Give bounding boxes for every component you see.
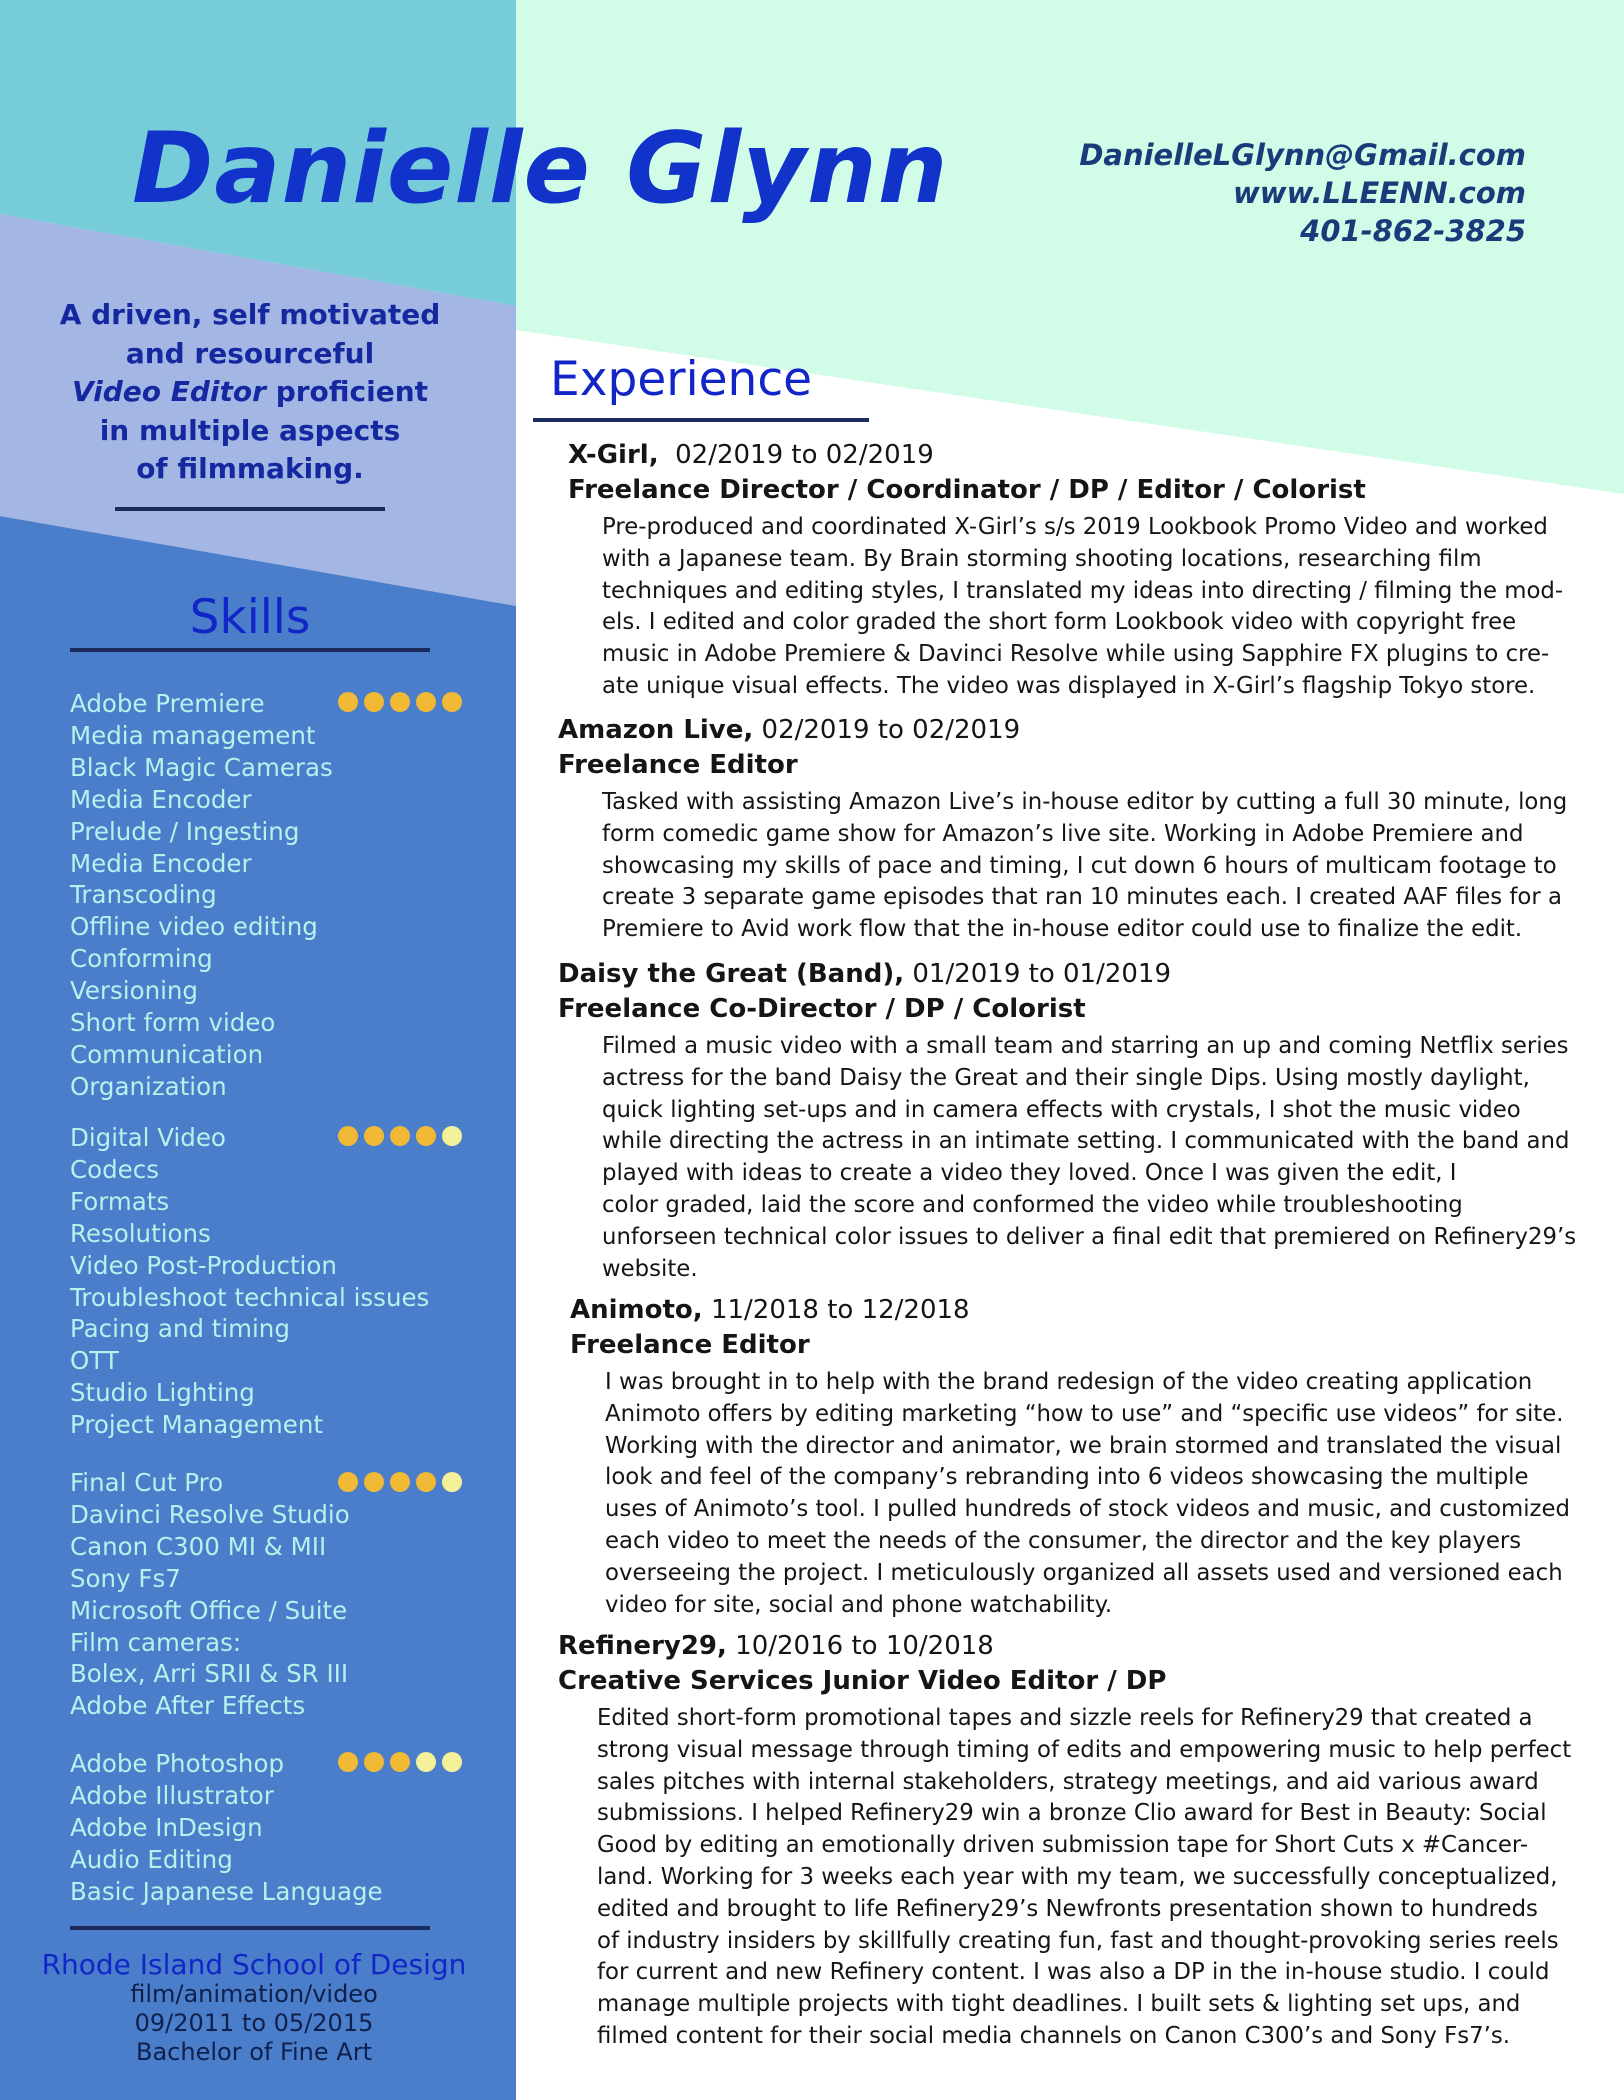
skill-item: Davinci Resolve Studio	[70, 1499, 350, 1529]
job-company: Daisy the Great (Band),	[558, 959, 905, 989]
job-description-line: of industry insiders by skillfully creating fun, fast and thought-provoking series reels	[597, 1927, 1559, 1954]
rating-dot-filled	[364, 1472, 384, 1492]
job-description-line: while directing the actress in an intimate setting. I communicated with the band and	[602, 1128, 1570, 1155]
job-description-line: submissions. I helped Refinery29 win a bronze Clio award for Best in Beauty: Social	[597, 1800, 1547, 1827]
education-degree: Bachelor of Fine Art	[136, 2038, 372, 2066]
summary-line: and resourceful	[125, 336, 375, 370]
skill-item: Adobe Illustrator	[70, 1780, 274, 1810]
skill-item: Troubleshoot technical issues	[70, 1282, 430, 1312]
rating-dot-filled	[390, 1126, 410, 1146]
rating-dot-filled	[364, 692, 384, 712]
rating-dot-filled	[390, 1472, 410, 1492]
rating-dot-empty	[416, 1752, 436, 1772]
summary-line: A driven, self motivated	[59, 298, 441, 331]
job-role: Creative Services Junior Video Editor / DP	[558, 1666, 1167, 1696]
job-description-line: each video to meet the needs of the consumer, the director and the key players	[605, 1527, 1522, 1554]
skill-item: Pacing and timing	[70, 1314, 290, 1344]
skill-item: Project Management	[70, 1410, 324, 1440]
job-description-line: overseeing the project. I meticulously organized all assets used and versioned each	[605, 1559, 1563, 1586]
job-description	[605, 1367, 1605, 1621]
education-major: film/animation/video	[130, 1980, 378, 2008]
job-description-line: actress for the band Daisy the Great and their single Dips. Using mostly daylight,	[602, 1064, 1530, 1091]
job-dates: 10/2016 to 10/2018	[735, 1631, 994, 1661]
job-role: Freelance Editor	[558, 750, 798, 780]
summary-line	[40, 373, 460, 412]
skill-rating-2	[338, 1126, 468, 1146]
rating-dot-filled	[364, 1752, 384, 1772]
job-description-line: played with ideas to create a video they loved. Once I was given the edit, I	[602, 1160, 1457, 1187]
job-description-line: look and feel of the company’s rebranding into 6 videos showcasing the multiple	[605, 1464, 1529, 1491]
summary-line: in multiple aspects	[99, 413, 401, 447]
job-description	[597, 1703, 1597, 2053]
skill-item: Video Post-Production	[70, 1250, 337, 1280]
skill-item: Formats	[70, 1186, 170, 1216]
rating-dot-filled	[390, 692, 410, 712]
skill-item: Conforming	[70, 944, 213, 974]
skill-item: Resolutions	[70, 1218, 211, 1248]
skill-group-2	[70, 1122, 429, 1441]
rating-dot-filled	[338, 692, 358, 712]
job-description-line: I was brought in to help with the brand redesign of the video creating application	[605, 1369, 1533, 1395]
rating-dot-filled	[364, 1126, 384, 1146]
job-description-line: Tasked with assisting Amazon Live’s in-house editor by cutting a full 30 minute, long	[602, 789, 1568, 815]
rating-dot-filled	[390, 1752, 410, 1772]
summary-emphasis: Video Editor	[71, 375, 266, 408]
job-company: Amazon Live,	[558, 715, 754, 745]
job-description-line: Good by editing an emotionally driven submission tape for Short Cuts x #Cancer-	[597, 1832, 1529, 1859]
skill-item: Offline video editing	[70, 912, 318, 942]
skill-item: Communication	[70, 1039, 264, 1069]
job-company: X-Girl,	[568, 440, 659, 470]
skill-group-1	[70, 688, 333, 1103]
skill-item: Media Encoder	[70, 848, 252, 878]
website-link[interactable]: www.LLEENN.com	[1232, 176, 1526, 210]
candidate-name: Danielle Glynn	[132, 112, 949, 226]
job-header	[558, 1629, 1597, 1663]
skill-item: Adobe After Effects	[70, 1691, 306, 1721]
job-role: Freelance Editor	[570, 1330, 810, 1360]
skill-rating-4	[338, 1752, 468, 1772]
summary-line: of filmmaking.	[136, 452, 364, 485]
job-description-line: color graded, laid the score and conformed the video while troubleshooting	[602, 1191, 1463, 1218]
job-dates: 02/2019 to 02/2019	[675, 440, 934, 470]
job-description-line: els. I edited and color graded the short form Lookbook video with copyright free	[602, 609, 1517, 636]
skill-item: Codecs	[70, 1154, 159, 1184]
skill-item: Canon C300 MI & MII	[70, 1531, 327, 1561]
skill-item: Black Magic Cameras	[70, 752, 333, 782]
job-description-line: techniques and editing styles, I translated my ideas into directing / filming the mod-	[602, 577, 1564, 604]
job-header	[558, 957, 1602, 991]
skill-item: Media management	[70, 720, 316, 750]
job-xgirl	[568, 438, 1602, 703]
job-description-line: strong visual message through timing of edits and empowering music to help perfect	[597, 1736, 1572, 1763]
school-name: Rhode Island School of Design	[41, 1948, 467, 1981]
job-description-line: Premiere to Avid work flow that the in-house editor could use to finalize the edit.	[602, 916, 1523, 943]
job-dates: 01/2019 to 01/2019	[912, 959, 1172, 989]
summary-divider	[115, 507, 385, 511]
job-description-line: quick lighting set-ups and in camera effects with crystals, I shot the music video	[602, 1096, 1521, 1123]
profile-summary	[40, 296, 460, 489]
job-description-line: website.	[602, 1255, 698, 1282]
education-dates: 09/2011 to 05/2015	[134, 2009, 374, 2037]
skill-item: Adobe Photoshop	[70, 1749, 285, 1778]
job-description-line: showcasing my skills of pace and timing, I cut down 6 hours of multicam footage to	[602, 852, 1557, 879]
skill-item: Short form video	[70, 1008, 276, 1038]
rating-dot-filled	[338, 1126, 358, 1146]
job-refinery29	[558, 1629, 1597, 2053]
job-description-line: Animoto offers by editing marketing “how to use” and “specific use videos” for site.	[605, 1400, 1564, 1427]
job-description-line: edited and brought to life Refinery29’s Newfronts presentation shown to hundreds	[597, 1895, 1538, 1922]
skill-item: Basic Japanese Language	[70, 1876, 383, 1906]
job-description-line: form comedic game show for Amazon’s live site. Working in Adobe Premiere and	[602, 820, 1524, 847]
job-description-line: sales pitches with internal stakeholders, strategy meetings, and aid various award	[597, 1768, 1539, 1795]
skill-item: Bolex, Arri SRII & SR III	[70, 1659, 349, 1689]
skill-rating-3	[338, 1472, 468, 1492]
job-company: Refinery29,	[558, 1631, 727, 1661]
job-header	[570, 1293, 1605, 1327]
rating-dot-filled	[338, 1752, 358, 1772]
job-description-line: unforseen technical color issues to deliver a final edit that premiered on Refinery29’s	[602, 1223, 1577, 1250]
job-amazon-live	[558, 713, 1602, 946]
skill-group-3	[70, 1467, 350, 1722]
skill-item: Adobe InDesign	[70, 1812, 263, 1842]
skill-item: Media Encoder	[70, 784, 252, 814]
rating-dot-filled	[416, 1126, 436, 1146]
job-description-line: manage multiple projects with tight deadlines. I built sets & lighting set ups, and	[597, 1991, 1521, 2018]
skill-group-4	[70, 1748, 383, 1908]
contact-block	[1079, 136, 1526, 250]
phone-number: 401-862-3825	[1300, 214, 1526, 248]
skill-item: Versioning	[70, 976, 198, 1006]
job-description-line: music in Adobe Premiere & Davinci Resolve while using Sapphire FX plugins to cre-	[602, 641, 1550, 668]
job-description	[602, 787, 1602, 946]
rating-dot-empty	[442, 1472, 462, 1492]
job-daisy-the-great	[558, 957, 1602, 1285]
job-description-line: filmed content for their social media channels on Canon C300’s and Sony Fs7’s.	[597, 2022, 1510, 2049]
education-block	[0, 1950, 508, 2067]
job-description-line: Working with the director and animator, we brain stormed and translated the visual	[605, 1432, 1562, 1459]
job-role: Freelance Director / Coordinator / DP / Editor / Colorist	[568, 475, 1366, 505]
skill-item: Final Cut Pro	[70, 1468, 224, 1497]
skills-heading: Skills	[189, 590, 311, 645]
job-description	[602, 512, 1602, 703]
rating-dot-filled	[338, 1472, 358, 1492]
job-dates: 11/2018 to 12/2018	[710, 1295, 970, 1325]
rating-dot-filled	[442, 692, 462, 712]
experience-heading: Experience	[550, 352, 813, 407]
skill-item: Film cameras:	[70, 1627, 242, 1657]
skill-item: OTT	[70, 1346, 119, 1376]
job-description-line: Pre-produced and coordinated X-Girl’s s/s 2019 Lookbook Promo Video and worked	[602, 514, 1548, 540]
job-role: Freelance Co-Director / DP / Colorist	[558, 994, 1086, 1024]
skill-item: Digital Video	[70, 1123, 226, 1152]
job-animoto	[570, 1293, 1605, 1621]
job-description-line: Edited short-form promotional tapes and sizzle reels for Refinery29 that created a	[597, 1705, 1533, 1731]
job-description-line: land. Working for 3 weeks each year with my team, we successfully conceptualized,	[597, 1863, 1558, 1890]
job-description-line: ate unique visual effects. The video was displayed in X-Girl’s flagship Tokyo store.	[602, 672, 1536, 699]
job-dates: 02/2019 to 02/2019	[761, 715, 1021, 745]
rating-dot-empty	[442, 1752, 462, 1772]
skill-item: Organization	[70, 1071, 227, 1101]
skill-item: Prelude / Ingesting	[70, 816, 300, 846]
job-company: Animoto,	[570, 1295, 703, 1325]
job-description	[602, 1031, 1602, 1285]
job-description-line: video for site, social and phone watchability.	[605, 1591, 1113, 1618]
skill-item: Adobe Premiere	[70, 689, 265, 718]
experience-divider	[533, 418, 869, 422]
skill-item: Transcoding	[70, 880, 217, 910]
job-description-line: create 3 separate game episodes that ran 10 minutes each. I created AAF files for a	[602, 884, 1562, 911]
skill-item: Audio Editing	[70, 1844, 233, 1874]
skill-item: Sony Fs7	[70, 1563, 181, 1593]
job-description-line: Filmed a music video with a small team and starring an up and coming Netflix series	[602, 1033, 1569, 1059]
education-divider	[70, 1926, 430, 1930]
job-description-line: with a Japanese team. By Brain storming shooting locations, researching film	[602, 545, 1482, 572]
skills-divider	[70, 648, 430, 652]
skill-item: Studio Lighting	[70, 1378, 255, 1408]
job-description-line: uses of Animoto’s tool. I pulled hundreds of stock videos and music, and customized	[605, 1496, 1571, 1523]
rating-dot-filled	[416, 1472, 436, 1492]
job-description-line: for current and new Refinery content. I was also a DP in the in-house studio. I could	[597, 1959, 1550, 1986]
rating-dot-empty	[442, 1126, 462, 1146]
summary-line-rest: proficient	[265, 375, 429, 408]
email-link[interactable]: DanielleLGlynn@Gmail.com	[1079, 138, 1526, 172]
skill-item: Microsoft Office / Suite	[70, 1595, 348, 1625]
skill-rating-1	[338, 692, 468, 712]
rating-dot-filled	[416, 692, 436, 712]
job-header	[558, 713, 1602, 747]
job-header	[568, 438, 1602, 472]
